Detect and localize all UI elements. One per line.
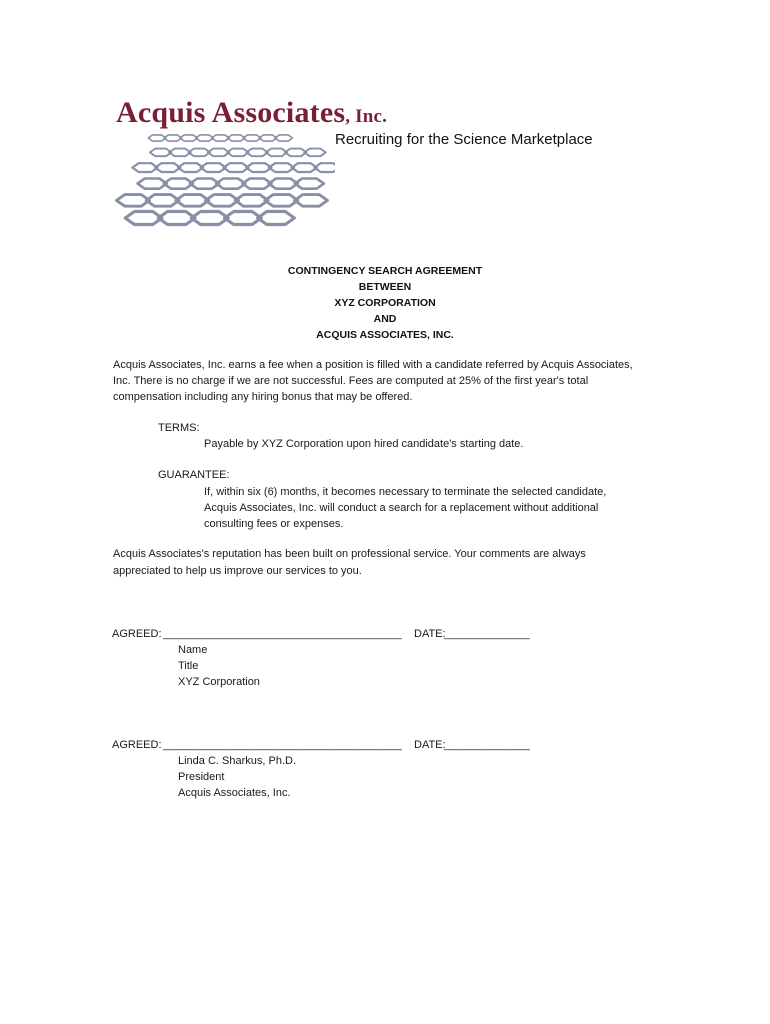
closing-paragraph-line: appreciated to help us improve our services to you. <box>113 565 362 577</box>
intro-paragraph-line: Acquis Associates, Inc. earns a fee when a position is filled with a candidate referred by Acquis Associates, <box>113 359 633 371</box>
intro-paragraph-line: compensation including any hiring bonus that may be offered. <box>113 391 413 403</box>
guarantee-text-line: Acquis Associates, Inc. will conduct a search for a replacement without additional <box>204 502 599 514</box>
date-line[interactable]: ______________ <box>444 628 530 640</box>
title-line: AND <box>373 313 397 325</box>
company-tagline: Recruiting for the Science Marketplace <box>335 131 593 148</box>
signature-line[interactable]: _______________________________________ <box>163 739 402 751</box>
title-line: CONTINGENCY SEARCH AGREEMENT <box>287 265 483 277</box>
company-logo-wordmark <box>116 96 387 130</box>
date-label: DATE: <box>414 739 446 751</box>
title-line: BETWEEN <box>358 281 412 293</box>
guarantee-text-line: consulting fees or expenses. <box>204 518 344 530</box>
signer-organization: XYZ Corporation <box>178 676 260 688</box>
closing-paragraph-line: Acquis Associates's reputation has been built on professional service. Your comments are always <box>113 548 586 560</box>
agreed-label: AGREED: <box>112 628 162 640</box>
signer-organization: Acquis Associates, Inc. <box>178 787 291 799</box>
agreement-title <box>0 263 770 343</box>
title-line: ACQUIS ASSOCIATES, INC. <box>316 329 454 341</box>
guarantee-heading: GUARANTEE: <box>158 469 230 481</box>
company-suffix: , Inc. <box>345 106 388 127</box>
terms-text: Payable by XYZ Corporation upon hired candidate's starting date. <box>204 438 524 450</box>
date-label: DATE: <box>414 628 446 640</box>
signer-title: Title <box>178 660 199 672</box>
date-line[interactable]: ______________ <box>444 739 530 751</box>
signature-line[interactable]: _______________________________________ <box>163 628 402 640</box>
terms-heading: TERMS: <box>158 422 200 434</box>
signer-title: President <box>178 771 225 783</box>
intro-paragraph-line: Inc. There is no charge if we are not successful. Fees are computed at 25% of the first year's total <box>113 375 589 387</box>
company-name: Acquis Associates <box>116 96 346 129</box>
signer-name: Linda C. Sharkus, Ph.D. <box>178 755 297 767</box>
agreed-label: AGREED: <box>112 739 162 751</box>
signer-name: Name <box>178 644 208 656</box>
hexagon-lattice-icon <box>115 128 335 228</box>
title-line: XYZ CORPORATION <box>334 297 436 309</box>
guarantee-text-line: If, within six (6) months, it becomes necessary to terminate the selected candidate, <box>204 486 607 498</box>
